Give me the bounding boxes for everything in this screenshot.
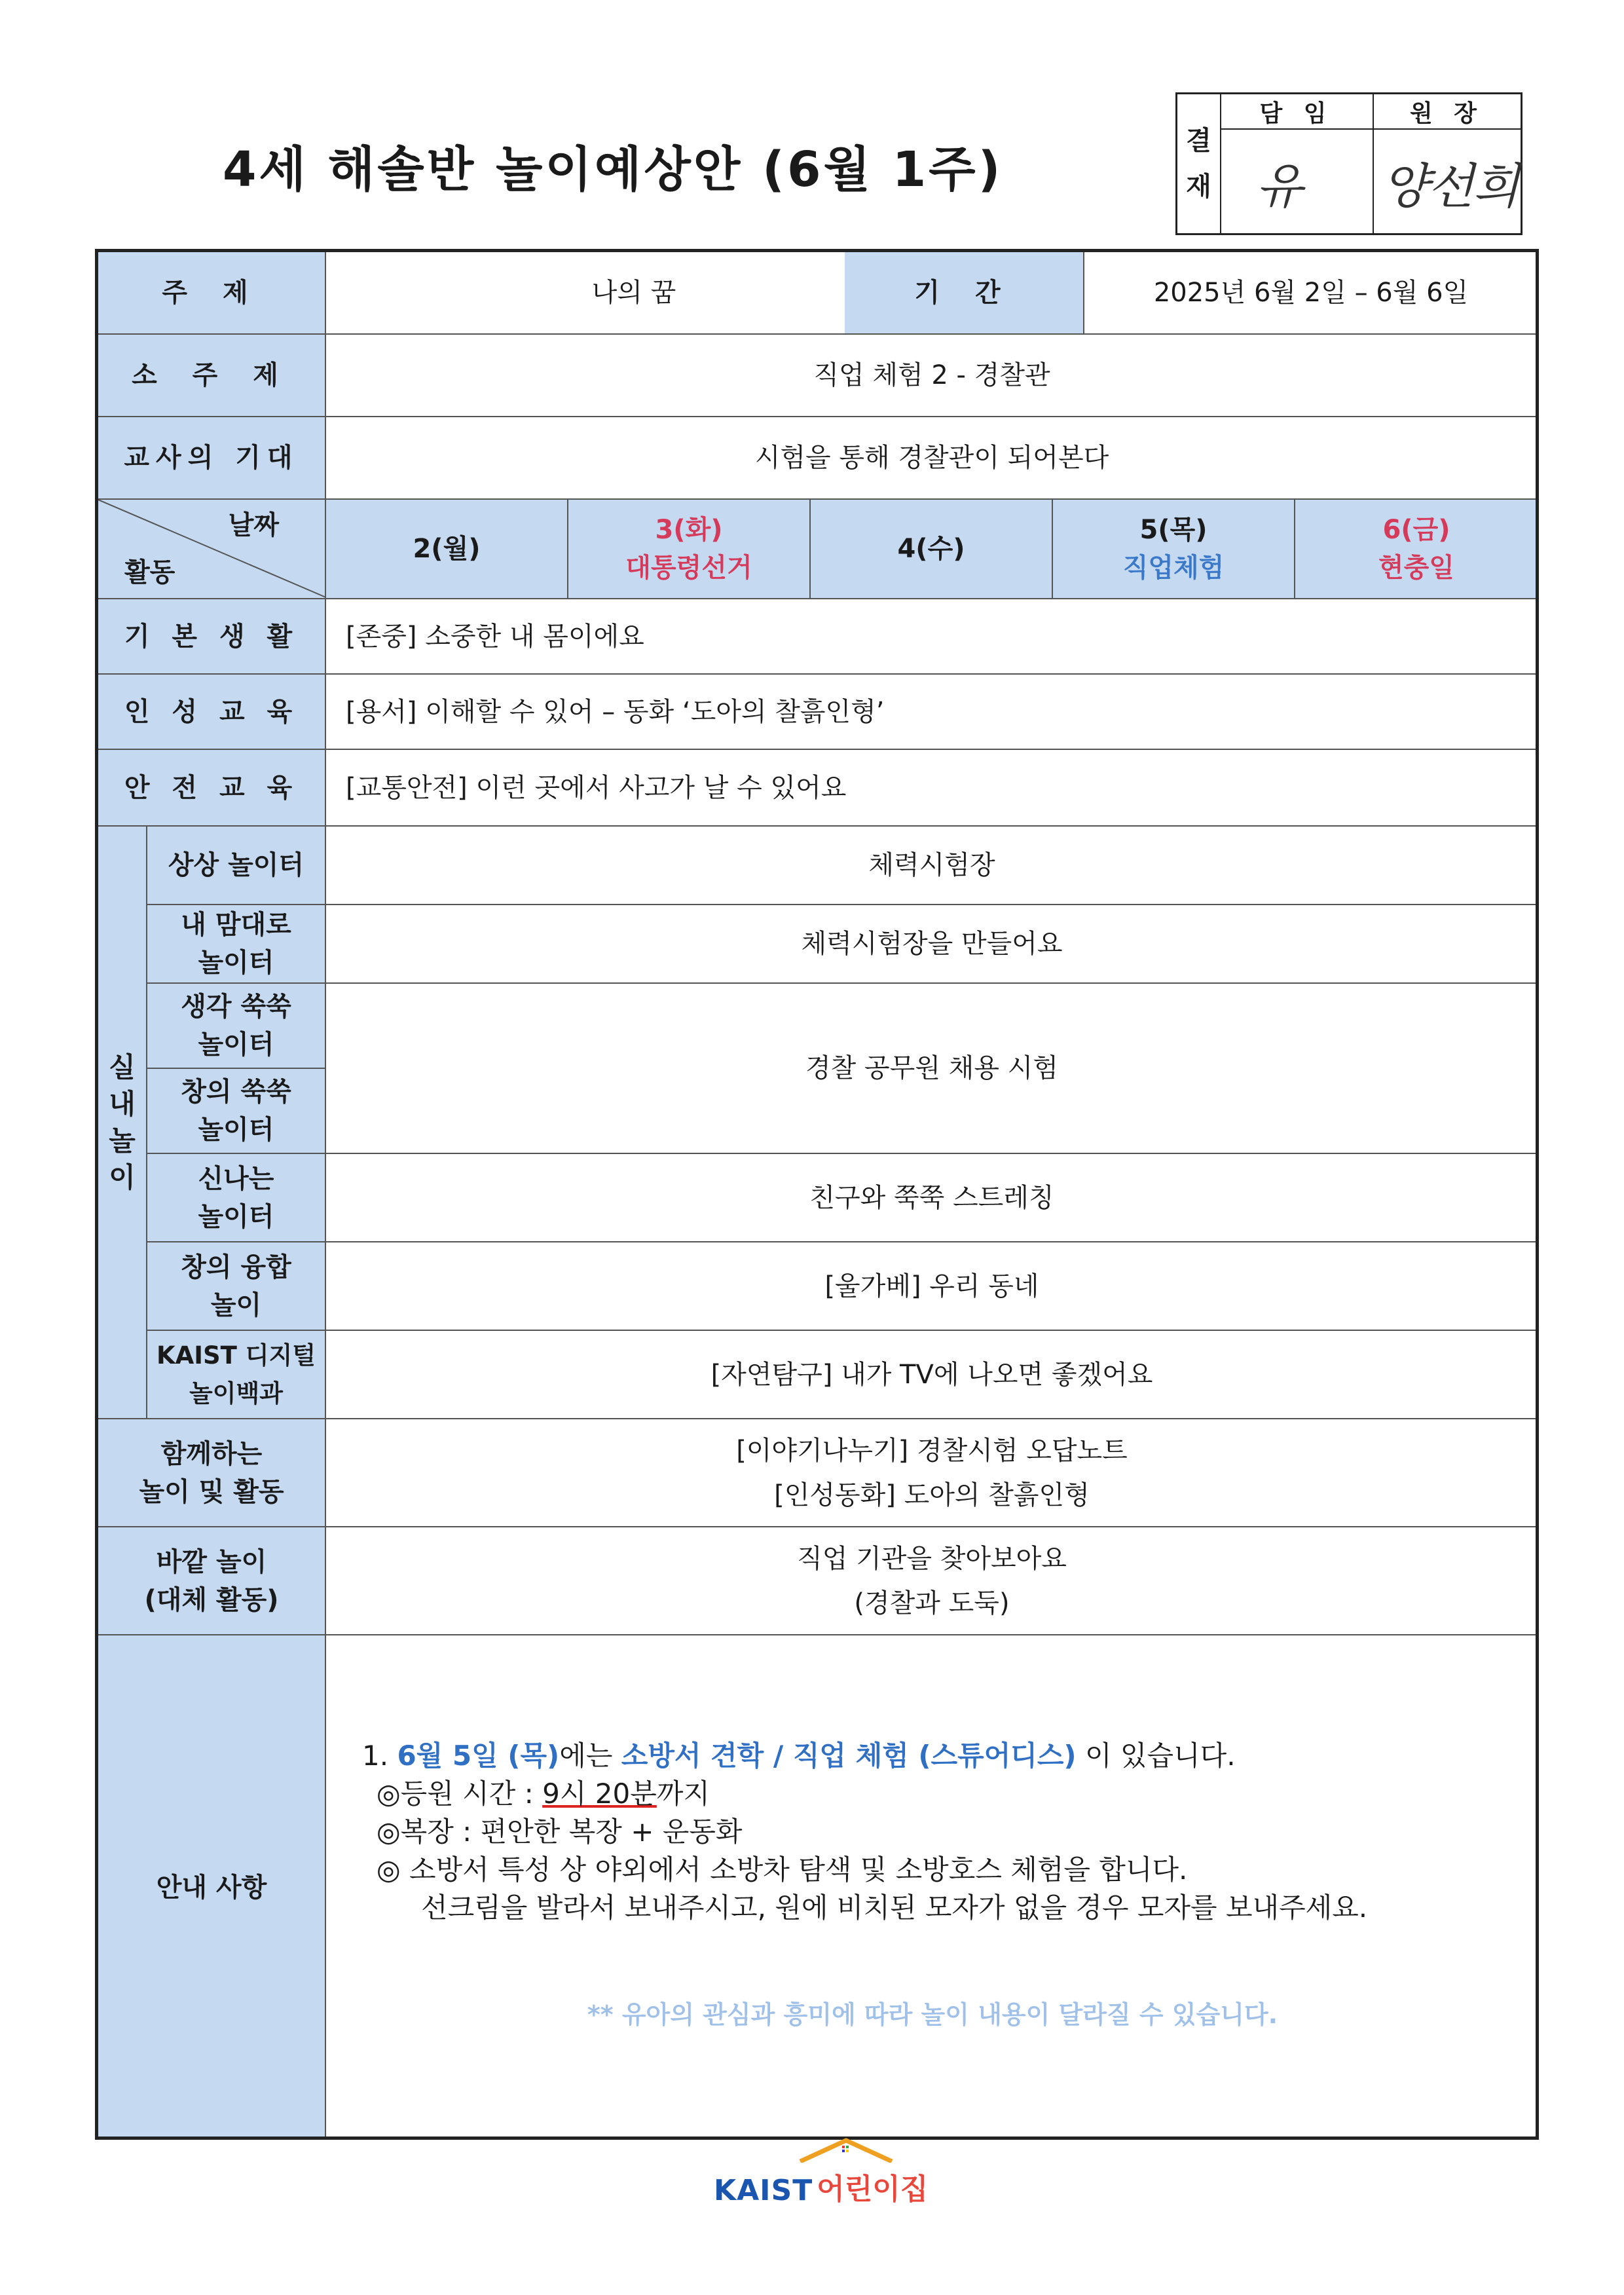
notice-footnote: ** 유아의 관심과 흥미에 따라 놀이 내용이 달라질 수 있습니다. — [587, 2000, 1278, 2029]
subtheme-value: 직업 체험 2 - 경찰관 — [326, 335, 1539, 417]
day-mon: 2(월) — [326, 500, 568, 599]
notice-line-1: 1. 6월 5일 (목)에는 소방서 견학 / 직업 체험 (스튜어디스) 이 있습니다. — [362, 1740, 1236, 1772]
creative-play-label: 창의 쑥쑥 놀이터 — [147, 1069, 326, 1154]
fusion-play-value: [울가베] 우리 동네 — [326, 1242, 1539, 1331]
notice-line-2: ◎등원 시간 : 9시 20분까지 — [377, 1778, 710, 1810]
free-play-value: 체력시험장을 만들어요 — [326, 905, 1539, 984]
together-label: 함께하는 놀이 및 활동 — [98, 1419, 326, 1527]
subtheme-label: 소 주 제 — [98, 335, 326, 417]
free-play-label: 내 맘대로 놀이터 — [147, 905, 326, 984]
imagination-label: 상상 놀이터 — [147, 827, 326, 905]
plan-table — [95, 249, 1539, 2140]
teacher-expectation-value: 시험을 통해 경찰관이 되어본다 — [326, 417, 1539, 500]
approval-label: 결 재 — [1177, 94, 1221, 233]
safety-edu-value: [교통안전] 이런 곳에서 사고가 날 수 있어요 — [326, 750, 1539, 827]
basic-life-value: [존중] 소중한 내 몸이에요 — [326, 599, 1539, 675]
character-edu-value: [용서] 이해할 수 있어 – 동화 ‘도아의 찰흙인형’ — [326, 675, 1539, 750]
fusion-play-label: 창의 융합 놀이 — [147, 1242, 326, 1331]
theme-value: 나의 꿈 — [326, 252, 943, 335]
notice-line-5: 선크림을 발라서 보내주시고, 원에 비치된 모자가 없을 경우 모자를 보내주세요. — [421, 1892, 1368, 1924]
safety-edu-label: 안 전 교 육 — [98, 750, 326, 827]
indoor-play-label: 실 내 놀 이 — [98, 827, 147, 1419]
outdoor-value: 직업 기관을 찾아보아요 (경찰과 도둑) — [326, 1527, 1539, 1635]
director-signature: 양선희 — [1382, 159, 1519, 215]
day-fri: 6(금) 현충일 — [1295, 500, 1539, 599]
imagination-value: 체력시험장 — [326, 827, 1539, 905]
day-thu: 5(목) 직업체험 — [1053, 500, 1295, 599]
date-activity-header: 날짜 활동 — [98, 500, 326, 599]
homeroom-label: 담 임 — [1220, 94, 1374, 130]
day-tue: 3(화) 대통령선거 — [568, 500, 811, 599]
character-edu-label: 인 성 교 육 — [98, 675, 326, 750]
basic-life-label: 기 본 생 활 — [98, 599, 326, 675]
kaist-digital-value: [자연탐구] 내가 TV에 나오면 좋겠어요 — [326, 1331, 1539, 1419]
theme-label: 주 제 — [98, 252, 326, 335]
homeroom-signature: 유 — [1220, 128, 1374, 233]
think-creative-value: 경찰 공무원 채용 시험 — [326, 984, 1539, 1154]
fun-play-value: 친구와 쭉쭉 스트레칭 — [326, 1154, 1539, 1242]
together-value: [이야기나누기] 경찰시험 오답노트 [인성동화] 도아의 찰흙인형 — [326, 1419, 1539, 1527]
director-label: 원 장 — [1373, 94, 1521, 130]
period-value: 2025년 6월 2일 – 6월 6일 — [1084, 252, 1539, 335]
fun-play-label: 신나는 놀이터 — [147, 1154, 326, 1242]
notice-line-3: ◎복장 : 편안한 복장 + 운동화 — [377, 1816, 743, 1848]
kaist-logo: KAIST 어린이집 — [714, 2173, 929, 2207]
kaist-digital-label: KAIST 디지털 놀이백과 — [147, 1331, 326, 1419]
page-title: 4세 해솔반 놀이예상안 (6월 1주) — [223, 141, 1003, 198]
teacher-expectation-label: 교사의 기대 — [98, 417, 326, 500]
notice-content — [326, 1635, 1539, 2140]
think-play-label: 생각 쑥쑥 놀이터 — [147, 984, 326, 1069]
notice-line-4: ◎ 소방서 특성 상 야외에서 소방차 탐색 및 소방호스 체험을 합니다. — [377, 1854, 1188, 1886]
day-wed: 4(수) — [811, 500, 1053, 599]
outdoor-label: 바깥 놀이 (대체 활동) — [98, 1527, 326, 1635]
approval-box — [1175, 92, 1522, 235]
period-label: 기 간 — [845, 252, 1084, 335]
notice-label: 안내 사항 — [98, 1635, 326, 2140]
